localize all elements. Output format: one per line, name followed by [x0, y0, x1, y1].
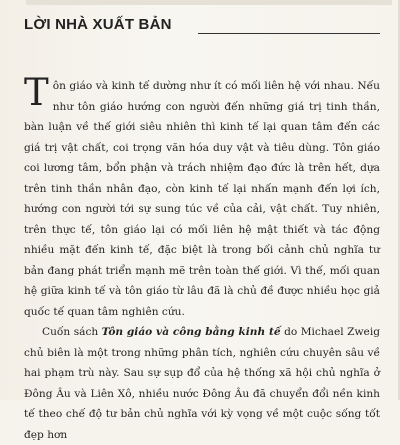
page-heading: LỜI NHÀ XUẤT BẢN	[24, 16, 172, 33]
body-text	[24, 71, 380, 445]
paragraph-1-text: ôn giáo và kinh tế dường như ít có mối liên hệ với nhau. Nếu như tôn giáo hướng con người đến những giá trị tinh thần, bàn luận về thế giới siêu nhiên thì kinh tế lại quan tâm đến các giá trị vật chất, coi trọng văn hóa duy vật và tiêu dùng. Tôn giáo coi lương tâm, bổn phận và trách nhiệm đạo đức là trên hết, dựa trên tinh thần nhân đạo, còn kinh tế lại nhấn mạnh đến lợi ích, hướng con người tới sự sung túc về của cải, vật chất. Tuy nhiên, trên thực tế, tôn giáo lại có mối liên hệ mật thiết và tác động nhiều mặt đến kinh tế, đặc biệt là trong bối cảnh chủ nghĩa tư bản đang phát triển mạnh mẽ trên toàn thế giới. Vì thế, mối quan hệ giữa kinh tế và tôn giáo từ lâu đã là chủ đề được nhiều học giả quốc tế quan tâm nghiên cứu.	[24, 80, 380, 318]
book-title: Tôn giáo và công bằng kinh tế	[101, 326, 281, 338]
heading-row	[24, 16, 380, 46]
drop-cap: T	[24, 71, 49, 114]
paragraph-2	[24, 322, 380, 445]
paragraph-2-text: do Michael Zweig chủ biên là một trong những phân tích, nghiên cứu chuyên sâu về hai phạm trù này. Sau sự sụp đổ của hệ thống xã hội chủ nghĩa ở Đông Âu và Liên Xô, nhiều nước Đông Âu đã chuyển đổi nền kinh tế theo chế độ tư bản chủ nghĩa với kỳ vọng về một cuộc sống tốt đẹp hơn	[24, 326, 380, 441]
paragraph-1	[24, 71, 380, 322]
heading-rule	[198, 33, 380, 34]
paragraph-2-lead: Cuốn sách	[42, 326, 102, 338]
page-top-strip	[26, 0, 392, 5]
